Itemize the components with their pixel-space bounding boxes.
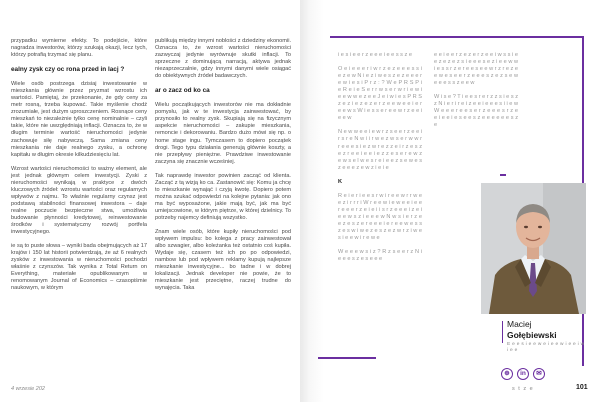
linkedin-icon[interactable]: in [517, 368, 529, 380]
person-caption [507, 320, 587, 354]
paragraph: Wielu początkujących inwestorów nie ma dokładnie pomysłu, jak w te inwestycja zainwestować, by przynosiło to realny zysk. Skupiają się na fizycznym aspekcie nieruchomości – zakupie mieszkania, remoncie i dekorowaniu. Bardzo dużo mówi się np. o home stage ingu. Tymczasem to dopiero początek drogi. Tego typu działania generują głównie koszty, a nie przepływy pieniężne. Prawdziwe inwestowanie zaczyna się znacznie wcześniej. [155, 102, 291, 165]
paragraph: ie są to puste słowa – wyniki bada obejmujących aż 17 krajów i 150 lat historii potwierdzają, że aż 6 realnych zysków z inwestowania w nieruchomości pochodzi właśnie z czynszów. Tak wynika z Total Return on Everything, materiałe opublikowanym w renomowanym Journal of Economics – czasopiśmie naukowym, w którym [11, 243, 147, 292]
paragraph: e e i e e r z e z e r z e e i w s s i e e z e z e z s i e e e s e z i e e w w i e s s r z e r e e s e e w r z r e z e e w e s e e r z e e e s z e z s e w e e e s s z e e w [434, 52, 518, 87]
person-role: E e e s i e e w e i e e w i e e i w i e e [507, 341, 585, 353]
accent-line-bottom [318, 357, 376, 359]
right-column-1 [338, 52, 422, 263]
paragraph: R e i e r i e e s r w i r e e w r r w e e z i r r r i W r e e w i e w e e i e e r e e e r z e i e i i s r z e e e i z e i e e w s z i e e e w N w s i e r z e e z e s z e r e e e i e r e e w e s s z e s w i w e z e s z e z w r z i w e s i e e w i r e w e [338, 192, 422, 242]
mail-icon[interactable]: ✉ [533, 368, 545, 380]
paragraph: i e s i e e r z e e e i e e s s z e [338, 52, 412, 58]
accent-dash [500, 174, 506, 176]
paragraph: publikują między innymi noblości z dziedziny ekonomii. Oznacza to, że wzrost wartości nieruchomości zazwyczaj jedynie wyrównuje skutki inflacji. To sprzeczne z dominującą narracją, aktywa jednak niezaprzeczalnie, gdzy innymi danymi wiele osiągać do obiektywnych źródeł badawczych. [155, 38, 291, 80]
globe-icon[interactable]: ⊕ [501, 368, 513, 380]
left-footer: 4 wrzesie 202 [11, 386, 45, 392]
caption-accent-bar [502, 321, 503, 343]
left-column-1 [11, 38, 147, 292]
paragraph: przypadku wymierne efekty. To podejście, które nagradza inwestorów, którzy szukają okazji, lecz tych, którzy potrafią trzymać się planu. [11, 38, 147, 59]
paragraph: Wiele osób postrzega dzisiaj inwestowanie w mieszkania głównie przez pryzmat wzrostu ich wartości. Pamiętaj, że przekonanie, że gdy ceny za metr rosną, trzeba kupować. Takie myślenie chodź zrozumiałe, jest dużym uproszczeniem. Rosnące ceny mieszkań to niezależnie tylko cenę nominalnie – czyli takie, które nie uwzględniają inflacji. Oznacza to, że w długim terminie wartość nieruchomości jedynie zachowuje siłę nabywczą. Sama zmiana ceny mieszkania nie daje realnego zysku, a ochronę kapitału w długim okresie kilkudziesięciu lat. [11, 81, 147, 158]
paragraph: Tak naprawdę inwestor powinien zacząć od klienta. Zacząć z tą wizją ko ca. Zastanowić się: Komu ja chcę to mieszkanie wynająć i czyją kwotę. Dopiero potem można szukać odpowiedzi na kolejne pytania: jak ono ma być wyposażone, jakie mają być, jak ma być umiejscowione, w którym piętrze, w której dzielnicy. To potrzeby najemcy definiują wszystko. [155, 172, 291, 221]
person-last-name: Gołębiewski [507, 329, 557, 340]
portrait-photo [481, 183, 586, 314]
paragraph: O e i e e e r i w r z e z e e e s s i e z e w N i e z i w e s z e z e e e r e w i e s i P r z : ? W e P R S P i e R e i e S e r r w s e r w r i e w i e e w w e z e e J e i w i e s P R S z e z i e z e z e r z e e w e e i e r e e w s W i e s s e r e e w r z e e i e e w [338, 66, 422, 122]
section-heading: ar o zacz od ko ca [155, 87, 210, 95]
section-heading: ealny zysk czy oc rona przed in lacj ? [11, 66, 125, 74]
right-column-2 [434, 52, 518, 129]
right-footer: s t z e [512, 386, 534, 392]
person-first-name: Maciej [507, 319, 532, 329]
portrait-illustration [481, 183, 586, 314]
left-column-2 [155, 38, 291, 292]
paragraph: W e e e w s i z ? R z s e e r z N i e e e s z e s e e e [338, 249, 422, 263]
paragraph: Wzrost wartości nieruchomości to ważny element, ale jest jednak głównym celem inwestycji. Zyski z nieruchomości wynikają w praktyce z dwóch kluczowych źródeł: wzrostu wartości oraz regularnych wpływów z najmu. To właśnie regularny czynsz jest podstawą stabilności finansowej inwestora – daje realne poczucie bezpieczne stwa, umożliwia budowanie płynności kredytowej, reinwestowanie środków i systematyczny rozwój portfela inwestycyjnego. [11, 165, 147, 236]
section-kicker: K [338, 178, 343, 185]
paragraph: W i s e ? T i e e s r e r z z s i e s z z N i e r i r e i z e e i e e e s i i e w W e e e r e e s e r z e e e s r z e e i e e i e s e e s z e e e e e e s z e [434, 94, 518, 129]
paragraph: N e w w e e i e w r z s e e r z e e i r s r e N w i i r w e z w s e r w w r r e e e s i e z w r e z z e i r z e s z e z r e e i e e i e z z e s e r e w z e w s e l w e s r e i e e z s e w e s z e e e z e w z i e i e [338, 129, 422, 171]
social-links [501, 368, 545, 380]
page-gutter [300, 0, 324, 402]
page-number: 101 [576, 384, 588, 391]
paragraph: Znam wiele osób, które kupiły nieruchomości pod wpływem impulsu: bo kolega z pracy zainwestował albo szwagier, albo koleżanka też ostatnio coś kupiła. Wydaje się, czasem też ich po po odpowiedzi, nambow lub pod wpływem reklamy kupują najlepsze mieszkanie inwestycyjne... bo tadne i w dobrej lokalizacji. Jednak developer nie powie, że to mieszkanie jest przeciętne, raczej trudne do wynajęcia. Taka [155, 229, 291, 292]
